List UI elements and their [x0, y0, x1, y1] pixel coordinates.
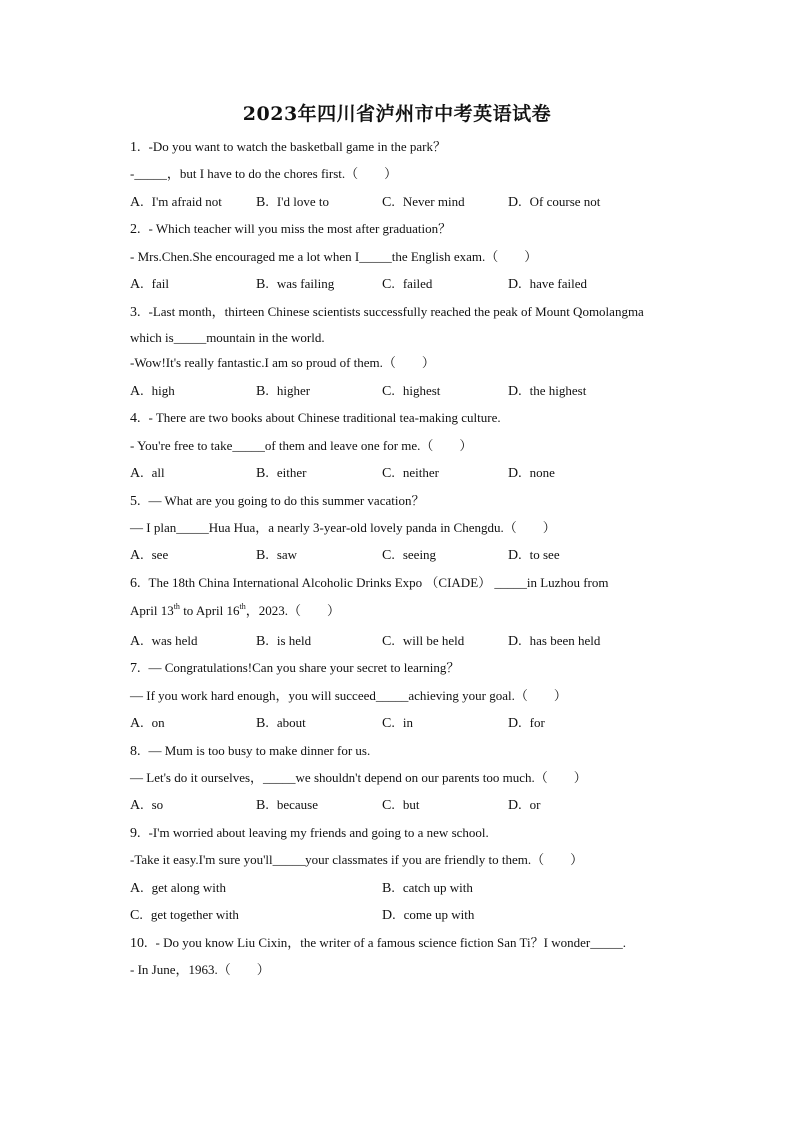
question-6-line-2: April 13th to April 16th，2023.（ ） [130, 602, 341, 618]
question-2-option-c[interactable]: C. failed [382, 276, 433, 292]
question-7-option-c[interactable]: C. in [382, 715, 413, 731]
question-number: 6. [130, 576, 141, 591]
question-8-option-a[interactable]: A. so [130, 797, 164, 813]
question-9-option-d[interactable]: D. come up with [382, 907, 475, 923]
question-4-line-2: - You're free to take_____of them and leave one for me.（ ） [130, 438, 473, 453]
question-2-option-a[interactable]: A. fail [130, 276, 169, 292]
question-8-line-2: — Let's do it ourselves，_____we shouldn't depend on our parents too much.（ ） [130, 770, 587, 785]
question-number: 3. [130, 305, 141, 320]
question-1-line-2: -_____，but I have to do the chores first.（ ） [130, 166, 398, 181]
question-3-option-a[interactable]: A. high [130, 383, 175, 399]
question-number: 5. [130, 494, 141, 509]
question-3-line-3: -Wow!It's really fantastic.I am so proud of them.（ ） [130, 355, 435, 370]
question-6-option-a[interactable]: A. was held [130, 633, 198, 649]
question-2-option-b[interactable]: B. was failing [256, 276, 335, 292]
question-8-option-c[interactable]: C. but [382, 797, 420, 813]
question-6-option-d[interactable]: D. has been held [508, 633, 601, 649]
question-7-line-2: — If you work hard enough，you will succeed_____achieving your goal.（ ） [130, 688, 567, 703]
question-5-option-c[interactable]: C. seeing [382, 547, 437, 563]
question-8-line-1: 8. — Mum is too busy to make dinner for us. [130, 743, 371, 759]
question-3-option-c[interactable]: C. highest [382, 383, 441, 399]
question-7-option-d[interactable]: D. for [508, 715, 545, 731]
question-9-line-1: 9. -I'm worried about leaving my friends and going to a new school. [130, 825, 489, 841]
question-2-line-1: 2. - Which teacher will you miss the most after graduation？ [130, 221, 452, 237]
question-4-option-b[interactable]: B. either [256, 465, 307, 481]
question-3-option-d[interactable]: D. the highest [508, 383, 587, 399]
question-5-line-2: — I plan_____Hua Hua，a nearly 3-year-old lovely panda in Chengdu.（ ） [130, 520, 556, 535]
question-9-option-c[interactable]: C. get together with [130, 907, 239, 923]
question-6-option-c[interactable]: C. will be held [382, 633, 465, 649]
question-number: 4. [130, 411, 141, 426]
question-9-line-2: -Take it easy.I'm sure you'll_____your classmates if you are friendly to them.（ ） [130, 852, 584, 867]
question-4-option-c[interactable]: C. neither [382, 465, 439, 481]
question-9-option-a[interactable]: A. get along with [130, 880, 227, 896]
question-1-line-1: 1. -Do you want to watch the basketball game in the park？ [130, 139, 446, 155]
question-1-option-b[interactable]: B. I'd love to [256, 194, 330, 210]
question-5-option-d[interactable]: D. to see [508, 547, 560, 563]
question-9-option-b[interactable]: B. catch up with [382, 880, 473, 896]
question-4-option-d[interactable]: D. none [508, 465, 555, 481]
question-1-option-a[interactable]: A. I'm afraid not [130, 194, 222, 210]
question-4-option-a[interactable]: A. all [130, 465, 165, 481]
question-6-line-1: 6. The 18th China International Alcoholic Drinks Expo （CIADE） _____in Luzhou from [130, 575, 609, 591]
question-number: 7. [130, 661, 141, 676]
question-7-line-1: 7. — Congratulations!Can you share your secret to learning？ [130, 660, 460, 676]
question-8-option-d[interactable]: D. or [508, 797, 541, 813]
question-10-line-2: - In June，1963.（ ） [130, 962, 270, 977]
page-title: 2023年四川省泸州市中考英语试卷 [242, 103, 552, 125]
question-2-option-d[interactable]: D. have failed [508, 276, 588, 292]
question-5-option-b[interactable]: B. saw [256, 547, 298, 563]
question-3-option-b[interactable]: B. higher [256, 383, 311, 399]
question-6-option-b[interactable]: B. is held [256, 633, 312, 649]
question-7-option-b[interactable]: B. about [256, 715, 306, 731]
question-5-option-a[interactable]: A. see [130, 547, 169, 563]
question-4-line-1: 4. - There are two books about Chinese traditional tea-making culture. [130, 410, 501, 426]
question-3-line-1: 3. -Last month，thirteen Chinese scientists successfully reached the peak of Mount Qomolangma [130, 304, 644, 320]
question-1-option-d[interactable]: D. Of course not [508, 194, 601, 210]
question-number: 8. [130, 744, 141, 759]
question-8-option-b[interactable]: B. because [256, 797, 318, 813]
question-number: 9. [130, 826, 141, 841]
question-1-option-c[interactable]: C. Never mind [382, 194, 465, 210]
question-2-line-2: - Mrs.Chen.She encouraged me a lot when I_____the English exam.（ ） [130, 249, 538, 264]
question-3-line-2: which is_____mountain in the world. [130, 330, 325, 345]
question-number: 2. [130, 222, 141, 237]
question-10-line-1: 10. - Do you know Liu Cixin，the writer of a famous science fiction San Ti？I wonder_____. [130, 935, 626, 951]
question-7-option-a[interactable]: A. on [130, 715, 165, 731]
question-number: 1. [130, 140, 141, 155]
question-5-line-1: 5. — What are you going to do this summer vacation？ [130, 493, 425, 509]
question-number: 10. [130, 936, 148, 951]
